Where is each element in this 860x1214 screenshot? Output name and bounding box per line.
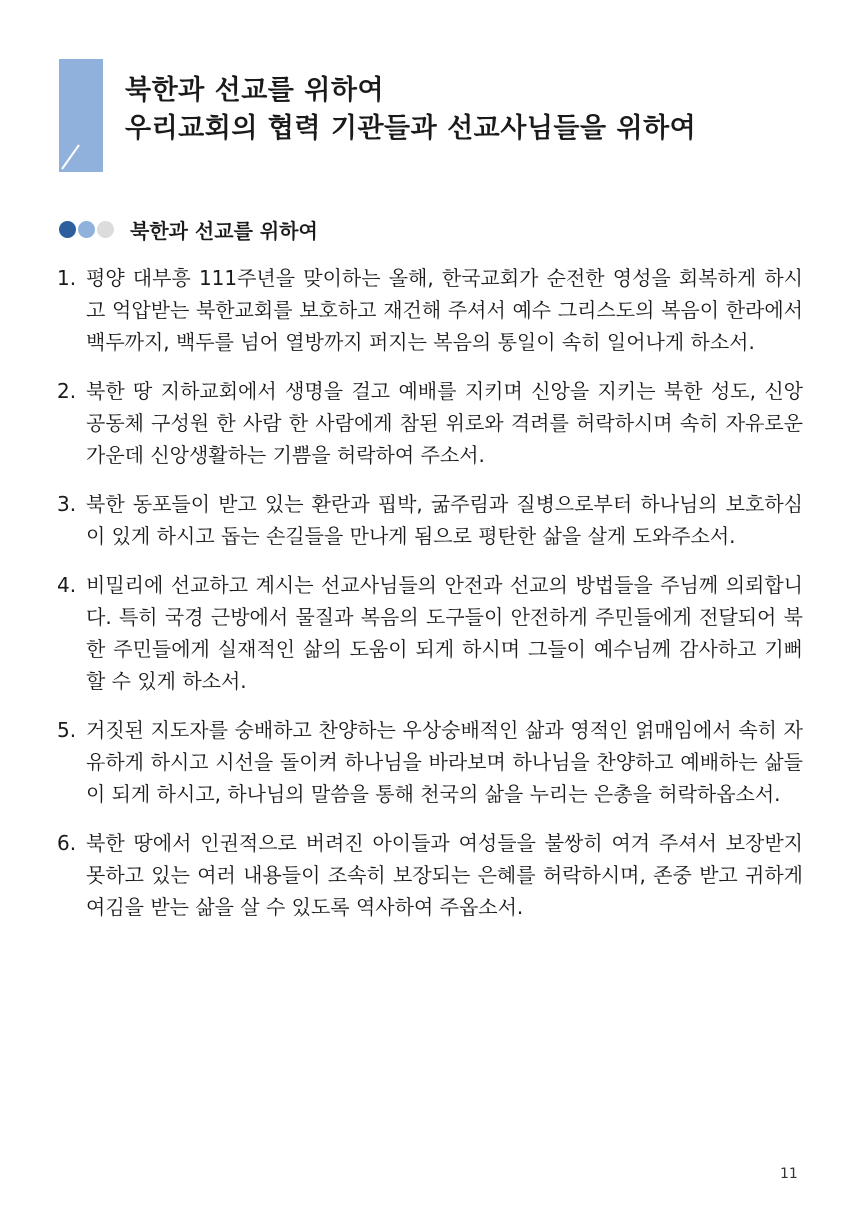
page-number: 11 [780,1166,798,1182]
prayer-item-text: 비밀리에 선교하고 계시는 선교사님들의 안전과 선교의 방법들을 주님께 의뢰합니다. 특히 국경 근방에서 물질과 복음의 도구들이 안전하게 주민들에게 전달되어 북한 주민들에게 실재적인 삶의 도움이 되게 하시며 그들이 예수님께 감사하고 기뻐할 수 있게 하소서. [86,573,803,693]
prayer-item-text: 평양 대부흥 111주년을 맞이하는 올해, 한국교회가 순전한 영성을 회복하게 하시고 억압받는 북한교회를 보호하고 재건해 주셔서 예수 그리스도의 복음이 한라에서 백두까지, 백두를 넘어 열방까지 퍼지는 복음의 통일이 속히 일어나게 하소서. [86,266,803,354]
prayer-item-number: 2. [57,379,77,403]
section-heading [59,214,318,244]
prayer-item-4 [57,569,803,697]
prayer-item-text: 북한 땅에서 인권적으로 버려진 아이들과 여성들을 불쌍히 여겨 주셔서 보장받지 못하고 있는 여러 내용들이 조속히 보장되는 은혜를 허락하시며, 존중 받고 귀하게 여김을 받는 삶을 살 수 있도록 역사하여 주옵소서. [86,831,803,919]
prayer-item-5 [57,714,803,810]
dark-dot-icon [59,221,76,238]
prayer-item-text: 북한 땅 지하교회에서 생명을 걸고 예배를 지키며 신앙을 지키는 북한 성도, 신앙 공동체 구성원 한 사람 한 사람에게 참된 위로와 격려를 허락하시며 속히 자유로운 가운데 신앙생활하는 기쁨을 허락하여 주소서. [86,379,803,467]
prayer-item-text: 북한 동포들이 받고 있는 환란과 핍박, 굶주림과 질병으로부터 하나님의 보호하심이 있게 하시고 돕는 손길들을 만나게 됨으로 평탄한 삶을 살게 도와주소서. [86,492,803,548]
prayer-list [57,262,803,940]
prayer-item-number: 3. [57,492,77,516]
prayer-item-1 [57,262,803,358]
light-dot-icon [78,221,95,238]
prayer-item-2 [57,375,803,471]
bullet-dots-icon [59,221,116,238]
prayer-item-3 [57,488,803,552]
header-accent-bar [59,59,103,172]
section-heading-label: 북한과 선교를 위하여 [130,218,318,243]
prayer-item-text: 거짓된 지도자를 숭배하고 찬양하는 우상숭배적인 삶과 영적인 얽매임에서 속히 자유하게 하시고 시선을 돌이켜 하나님을 바라보며 하나님을 찬양하고 예배하는 삶들이 되게 하시고, 하나님의 말씀을 통해 천국의 삶을 누리는 은총을 허락하옵소서. [86,718,803,806]
page-title-line-1: 북한과 선교를 위하여 [125,75,385,106]
pen-stroke-icon [59,59,103,172]
prayer-item-number: 5. [57,718,77,742]
page-title-line-2: 우리교회의 협력 기관들과 선교사님들을 위하여 [125,113,697,144]
prayer-item-number: 6. [57,831,77,855]
prayer-item-6 [57,827,803,923]
prayer-item-number: 1. [57,266,77,290]
gray-dot-icon [97,221,114,238]
prayer-item-number: 4. [57,573,77,597]
page-title [125,72,696,148]
